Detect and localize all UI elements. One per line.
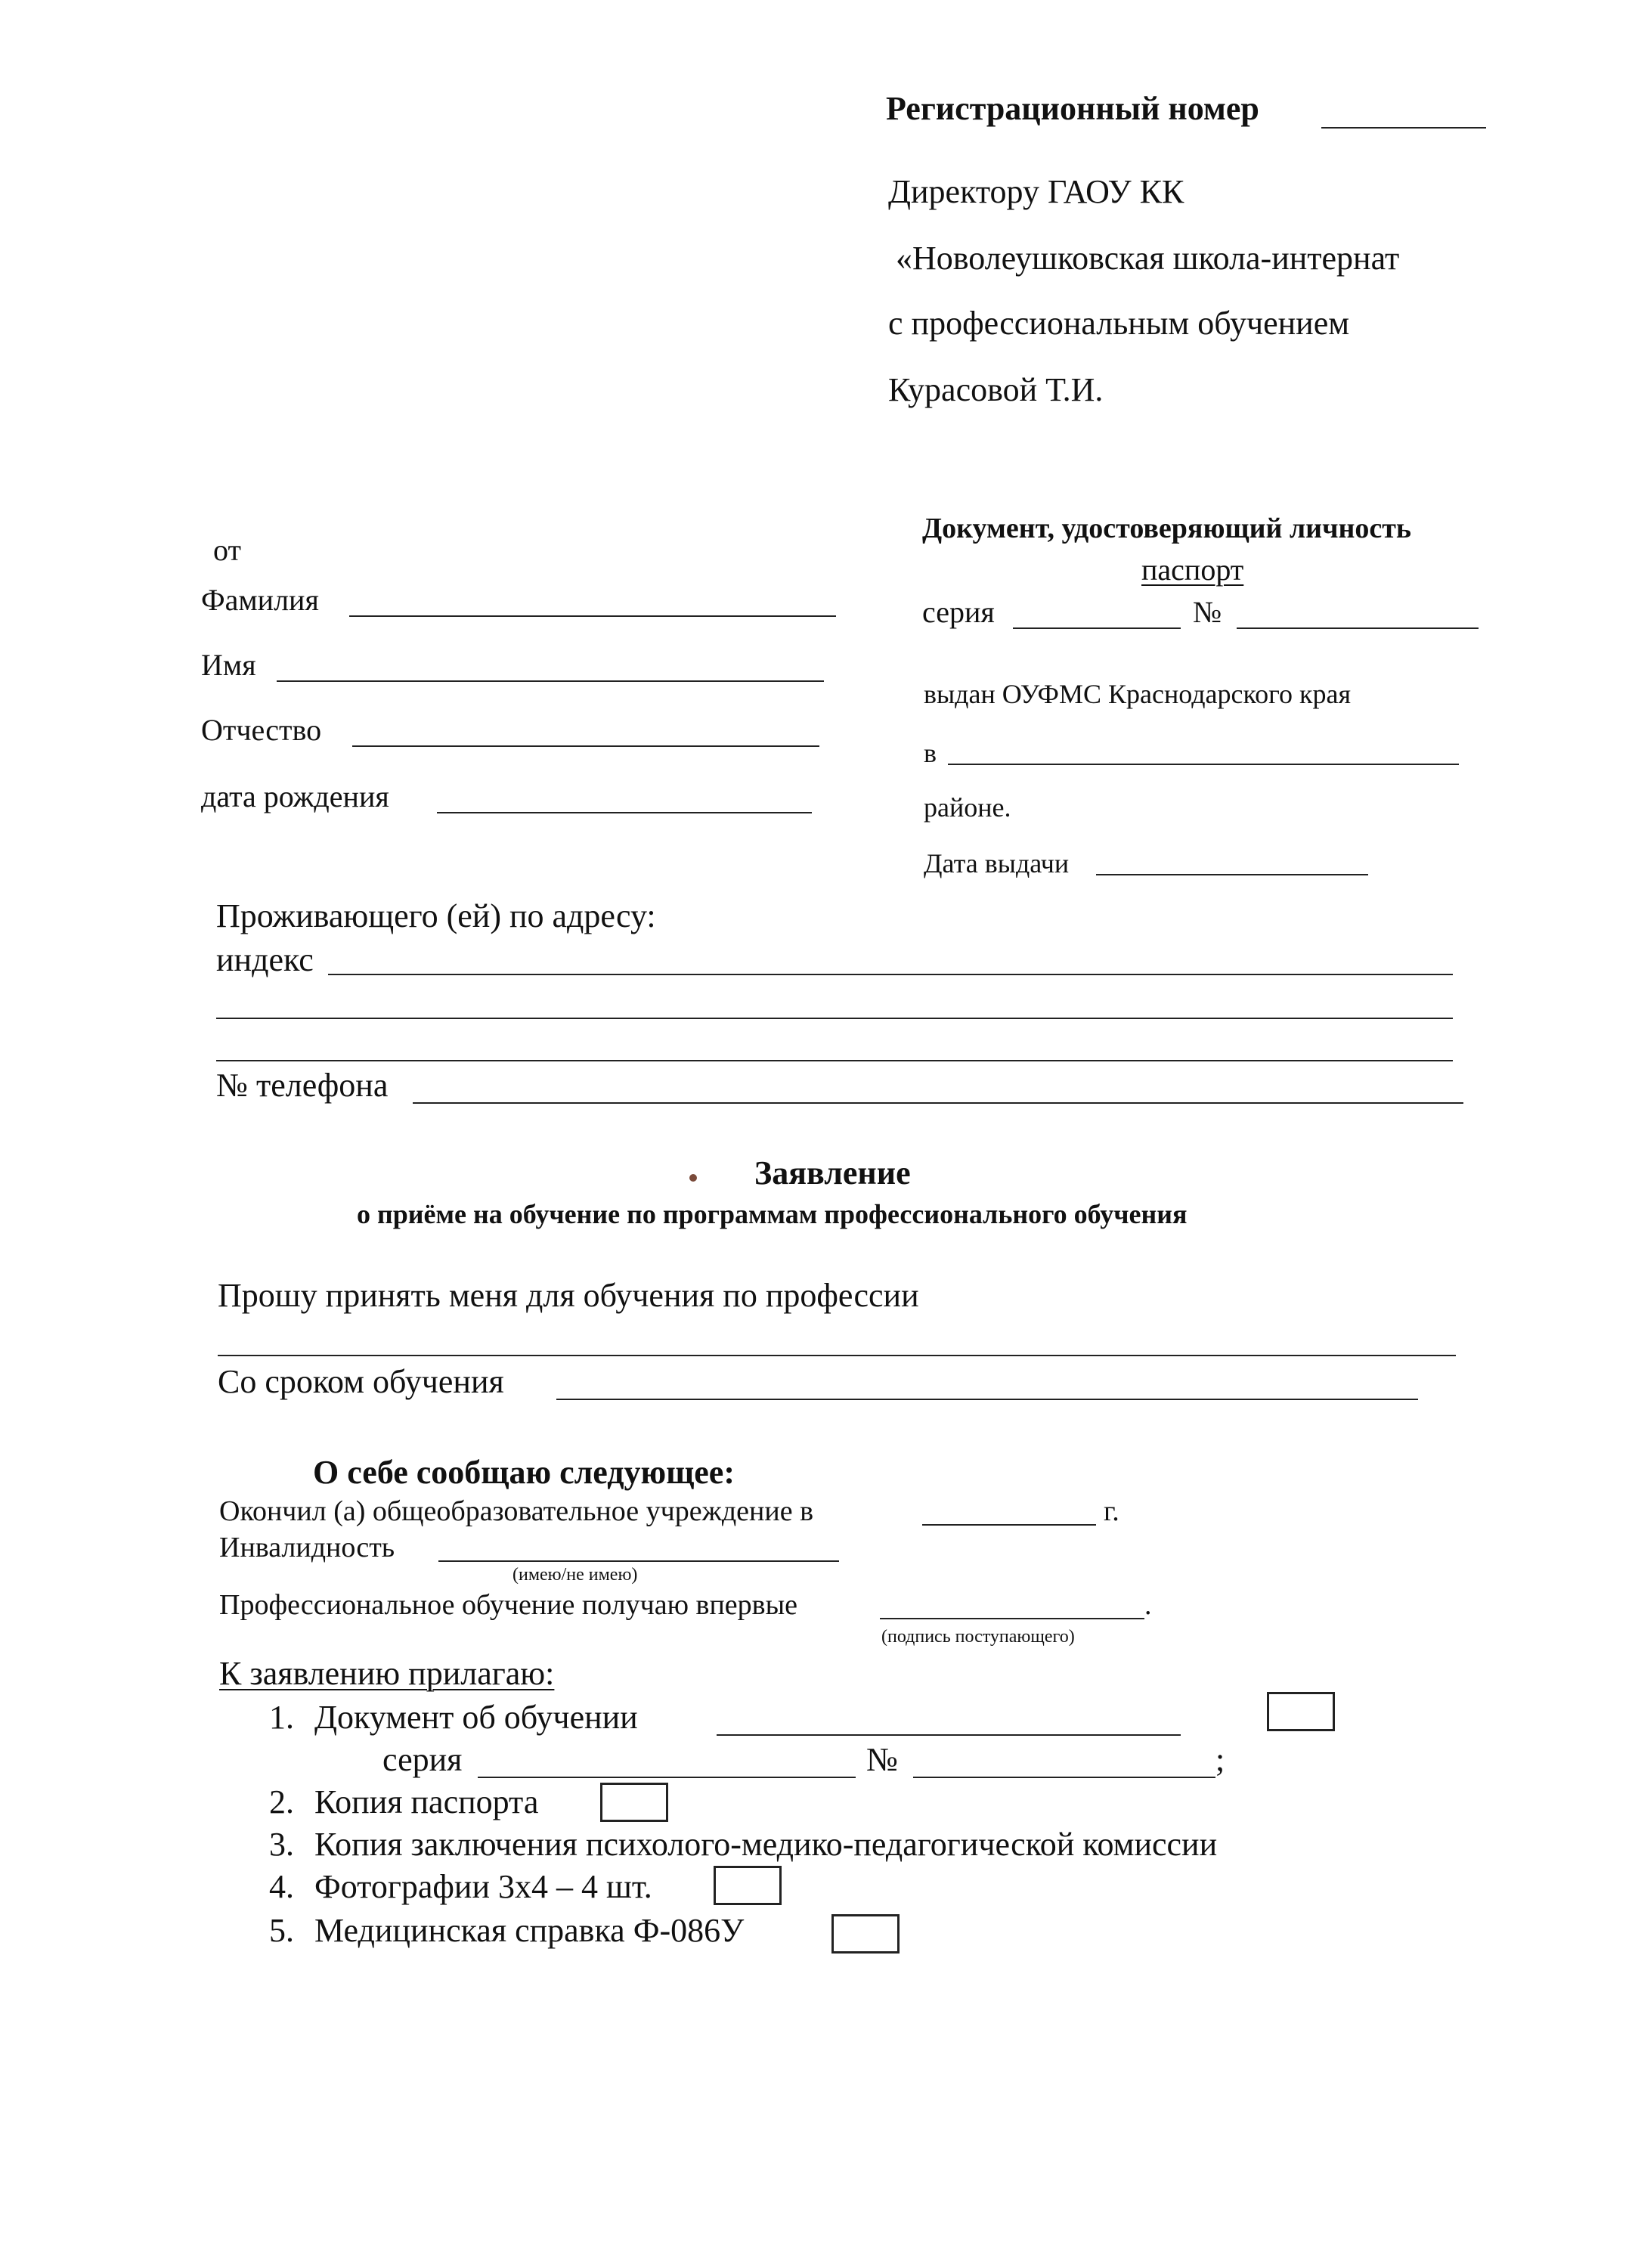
registration-number-field[interactable] xyxy=(1321,127,1486,129)
attachment-4-label: Фотографии 3х4 – 4 шт. xyxy=(314,1868,652,1905)
passport-series-field[interactable] xyxy=(1013,627,1181,629)
statement-title: Заявление xyxy=(754,1154,911,1191)
surname-label: Фамилия xyxy=(201,583,319,617)
graduated-label: Окончил (а) общеобразовательное учреждение в xyxy=(219,1495,814,1527)
disability-field[interactable] xyxy=(438,1560,839,1562)
statement-subtitle: о приёме на обучение по программам профессионального обучения xyxy=(357,1199,1188,1229)
identity-doc-type: паспорт xyxy=(1141,553,1244,587)
disability-label: Инвалидность xyxy=(219,1532,395,1563)
first-training-label: Профессиональное обучение получаю впервые xyxy=(219,1589,797,1621)
name-label: Имя xyxy=(201,648,256,682)
passport-number-field[interactable] xyxy=(1237,627,1479,629)
address-line-3-field[interactable] xyxy=(216,1060,1453,1061)
addressee-line-2: «Новолеушковская школа-интернат xyxy=(896,240,1400,277)
education-number-field[interactable] xyxy=(913,1777,1215,1778)
attachments-heading: К заявлению прилагаю: xyxy=(219,1655,555,1692)
request-text: Прошу принять меня для обучения по профессии xyxy=(218,1277,919,1314)
attachment-5-number: 5. xyxy=(269,1912,294,1949)
patronymic-label: Отчество xyxy=(201,713,322,747)
addressee-line-3: с профессиональным обучением xyxy=(888,305,1350,342)
from-label: от xyxy=(213,533,241,567)
about-heading: О себе сообщаю следующее: xyxy=(313,1454,735,1491)
education-doc-field[interactable] xyxy=(717,1734,1181,1736)
signature-field[interactable] xyxy=(880,1618,1144,1619)
address-line-2-field[interactable] xyxy=(216,1018,1453,1019)
attachment-4-number: 4. xyxy=(269,1868,294,1905)
term-field[interactable] xyxy=(556,1399,1418,1400)
residing-label: Проживающего (ей) по адресу: xyxy=(216,897,656,934)
name-field[interactable] xyxy=(277,680,824,682)
patronymic-field[interactable] xyxy=(352,745,819,747)
attachment-3-number: 3. xyxy=(269,1826,294,1863)
birthdate-field[interactable] xyxy=(437,812,812,813)
attachment-5-label: Медицинская справка Ф-086У xyxy=(314,1912,745,1949)
index-label: индекс xyxy=(216,941,314,978)
registration-number-label: Регистрационный номер xyxy=(886,90,1259,127)
attachment-3-label: Копия заключения психолого-медико-педагогической комиссии xyxy=(314,1826,1218,1863)
phone-label: № телефона xyxy=(216,1067,389,1104)
addressee-line-4: Курасовой Т.И. xyxy=(888,371,1104,408)
first-training-end: . xyxy=(1144,1589,1152,1621)
attachment-2-number: 2. xyxy=(269,1783,294,1820)
birthdate-label: дата рождения xyxy=(201,779,389,813)
addressee-line-1: Директору ГАОУ КК xyxy=(888,173,1184,210)
surname-field[interactable] xyxy=(349,615,836,617)
education-series-label: серия xyxy=(382,1741,463,1778)
passport-series-label: серия xyxy=(922,595,995,629)
issue-date-label: Дата выдачи xyxy=(924,848,1070,878)
issued-in-label: в xyxy=(924,738,937,768)
attachment-5-checkbox[interactable] xyxy=(831,1914,900,1954)
profession-field[interactable] xyxy=(218,1355,1456,1356)
bullet-mark xyxy=(689,1174,697,1182)
attachment-1-number: 1. xyxy=(269,1699,294,1736)
education-series-field[interactable] xyxy=(478,1777,856,1778)
disability-hint: (имею/не имею) xyxy=(512,1565,638,1585)
education-number-label: № xyxy=(866,1741,898,1778)
attachment-1-checkbox[interactable] xyxy=(1267,1692,1335,1731)
district-label: районе. xyxy=(924,792,1011,823)
phone-field[interactable] xyxy=(413,1102,1463,1104)
education-semicolon: ; xyxy=(1215,1741,1225,1778)
attachment-2-checkbox[interactable] xyxy=(600,1783,668,1822)
address-index-field[interactable] xyxy=(328,974,1453,975)
passport-number-label: № xyxy=(1193,595,1222,629)
attachment-4-checkbox[interactable] xyxy=(714,1866,782,1905)
attachment-2-label: Копия паспорта xyxy=(314,1783,539,1820)
attachment-1-label: Документ об обучении xyxy=(314,1699,638,1736)
identity-doc-title: Документ, удостоверяющий личность xyxy=(922,513,1412,544)
issued-district-field[interactable] xyxy=(948,764,1459,765)
term-label: Со сроком обучения xyxy=(218,1363,504,1400)
issued-by-text: выдан ОУФМС Краснодарского края xyxy=(924,679,1352,709)
signature-hint: (подпись поступающего) xyxy=(881,1627,1075,1647)
issue-date-field[interactable] xyxy=(1096,874,1368,875)
graduated-year-field[interactable] xyxy=(922,1524,1096,1526)
year-suffix: г. xyxy=(1104,1495,1119,1527)
